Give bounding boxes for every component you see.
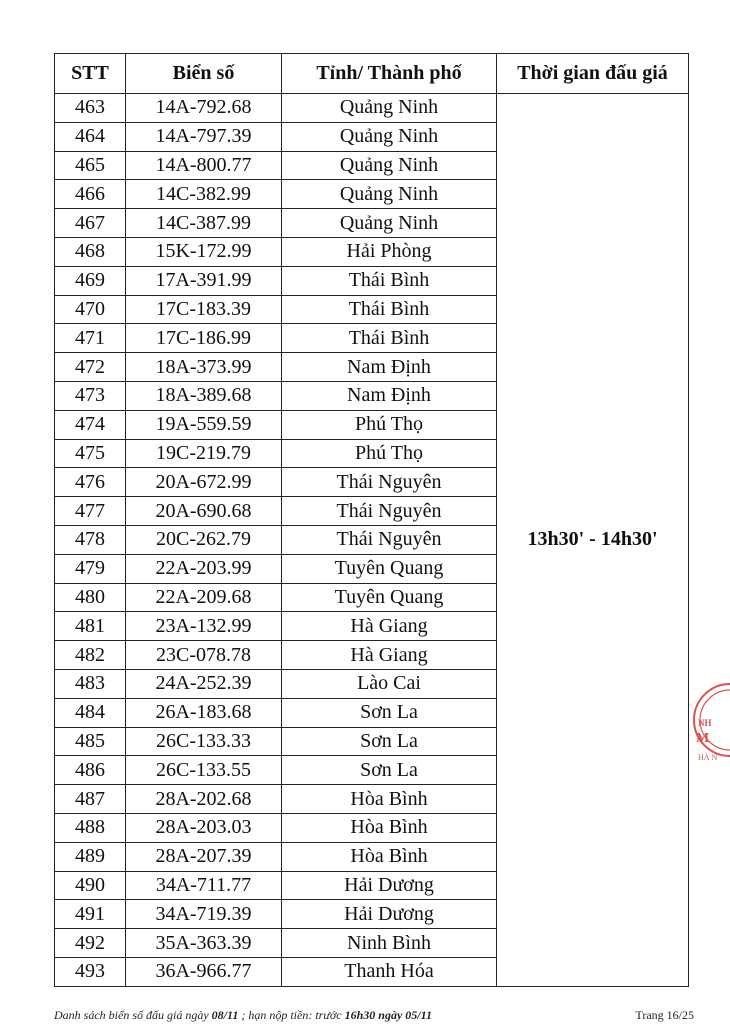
cell-plate: 18A-373.99 [126, 353, 282, 382]
cell-plate: 22A-203.99 [126, 554, 282, 583]
cell-stt: 477 [55, 497, 126, 526]
cell-stt: 491 [55, 900, 126, 929]
cell-province: Thái Nguyên [282, 497, 497, 526]
cell-plate: 26C-133.33 [126, 727, 282, 756]
cell-province: Quảng Ninh [282, 94, 497, 123]
cell-plate: 14A-792.68 [126, 94, 282, 123]
cell-stt: 476 [55, 468, 126, 497]
cell-stt: 473 [55, 381, 126, 410]
cell-province: Hải Dương [282, 900, 497, 929]
cell-plate: 14A-797.39 [126, 122, 282, 151]
cell-stt: 486 [55, 756, 126, 785]
cell-province: Hà Giang [282, 612, 497, 641]
cell-plate: 23C-078.78 [126, 641, 282, 670]
cell-stt: 465 [55, 151, 126, 180]
cell-province: Phú Thọ [282, 439, 497, 468]
header-province: Tỉnh/ Thành phố [282, 54, 497, 94]
cell-province: Phú Thọ [282, 410, 497, 439]
cell-plate: 20A-672.99 [126, 468, 282, 497]
cell-stt: 487 [55, 785, 126, 814]
cell-plate: 28A-202.68 [126, 785, 282, 814]
cell-province: Sơn La [282, 698, 497, 727]
cell-plate: 28A-203.03 [126, 813, 282, 842]
cell-province: Hòa Bình [282, 785, 497, 814]
cell-plate: 19C-219.79 [126, 439, 282, 468]
footer-note: Danh sách biển số đấu giá ngày 08/11 ; hạn nộp tiền: trước 16h30 ngày 05/11 [54, 1008, 432, 1022]
cell-plate: 23A-132.99 [126, 612, 282, 641]
cell-stt: 468 [55, 237, 126, 266]
cell-plate: 26C-133.55 [126, 756, 282, 785]
cell-province: Thái Nguyên [282, 468, 497, 497]
cell-province: Hòa Bình [282, 813, 497, 842]
cell-plate: 20C-262.79 [126, 525, 282, 554]
cell-plate: 15K-172.99 [126, 237, 282, 266]
cell-province: Tuyên Quang [282, 554, 497, 583]
header-auction-time: Thời gian đấu giá [497, 54, 689, 94]
cell-province: Hòa Bình [282, 842, 497, 871]
cell-plate: 14C-382.99 [126, 180, 282, 209]
cell-stt: 479 [55, 554, 126, 583]
cell-province: Quảng Ninh [282, 209, 497, 238]
cell-province: Hà Giang [282, 641, 497, 670]
cell-province: Thái Bình [282, 295, 497, 324]
cell-stt: 475 [55, 439, 126, 468]
cell-stt: 485 [55, 727, 126, 756]
auction-date: 08/11 [211, 1008, 239, 1022]
cell-province: Quảng Ninh [282, 151, 497, 180]
cell-plate: 28A-207.39 [126, 842, 282, 871]
cell-province: Quảng Ninh [282, 122, 497, 151]
cell-stt: 467 [55, 209, 126, 238]
cell-stt: 472 [55, 353, 126, 382]
cell-stt: 481 [55, 612, 126, 641]
cell-province: Quảng Ninh [282, 180, 497, 209]
cell-stt: 480 [55, 583, 126, 612]
cell-plate: 19A-559.59 [126, 410, 282, 439]
svg-text:NH: NH [698, 718, 712, 728]
cell-stt: 484 [55, 698, 126, 727]
cell-stt: 490 [55, 871, 126, 900]
cell-stt: 478 [55, 525, 126, 554]
auction-time-slot: 13h30' - 14h30' [497, 94, 689, 987]
cell-stt: 469 [55, 266, 126, 295]
red-seal-stamp [690, 660, 730, 780]
cell-stt: 482 [55, 641, 126, 670]
table-row [55, 94, 689, 123]
cell-stt: 463 [55, 94, 126, 123]
cell-province: Lào Cai [282, 669, 497, 698]
payment-deadline: 16h30 ngày 05/11 [344, 1008, 432, 1022]
cell-province: Hải Phòng [282, 237, 497, 266]
cell-stt: 483 [55, 669, 126, 698]
cell-stt: 470 [55, 295, 126, 324]
cell-plate: 34A-711.77 [126, 871, 282, 900]
cell-province: Nam Định [282, 381, 497, 410]
header-stt: STT [55, 54, 126, 94]
cell-plate: 17C-183.39 [126, 295, 282, 324]
cell-province: Tuyên Quang [282, 583, 497, 612]
cell-stt: 489 [55, 842, 126, 871]
cell-stt: 492 [55, 929, 126, 958]
header-plate: Biển số [126, 54, 282, 94]
cell-province: Nam Định [282, 353, 497, 382]
plate-auction-table [54, 53, 689, 987]
cell-plate: 20A-690.68 [126, 497, 282, 526]
cell-plate: 34A-719.39 [126, 900, 282, 929]
cell-stt: 493 [55, 957, 126, 986]
cell-province: Hải Dương [282, 871, 497, 900]
cell-province: Sơn La [282, 727, 497, 756]
cell-plate: 35A-363.39 [126, 929, 282, 958]
svg-text:M: M [696, 731, 710, 746]
page-number: Trang 16/25 [635, 1008, 694, 1022]
cell-plate: 17A-391.99 [126, 266, 282, 295]
cell-stt: 466 [55, 180, 126, 209]
cell-province: Thái Nguyên [282, 525, 497, 554]
cell-province: Thái Bình [282, 266, 497, 295]
cell-plate: 14A-800.77 [126, 151, 282, 180]
cell-province: Sơn La [282, 756, 497, 785]
table-body [55, 94, 689, 987]
cell-province: Thái Bình [282, 324, 497, 353]
table-header-row [55, 54, 689, 94]
cell-stt: 471 [55, 324, 126, 353]
cell-plate: 17C-186.99 [126, 324, 282, 353]
cell-stt: 464 [55, 122, 126, 151]
cell-plate: 26A-183.68 [126, 698, 282, 727]
cell-province: Ninh Bình [282, 929, 497, 958]
cell-plate: 36A-966.77 [126, 957, 282, 986]
cell-stt: 488 [55, 813, 126, 842]
seal-icon [690, 660, 730, 780]
cell-plate: 24A-252.39 [126, 669, 282, 698]
cell-province: Thanh Hóa [282, 957, 497, 986]
cell-stt: 474 [55, 410, 126, 439]
cell-plate: 18A-389.68 [126, 381, 282, 410]
svg-text:HÀ N: HÀ N [698, 753, 718, 762]
cell-plate: 22A-209.68 [126, 583, 282, 612]
cell-plate: 14C-387.99 [126, 209, 282, 238]
